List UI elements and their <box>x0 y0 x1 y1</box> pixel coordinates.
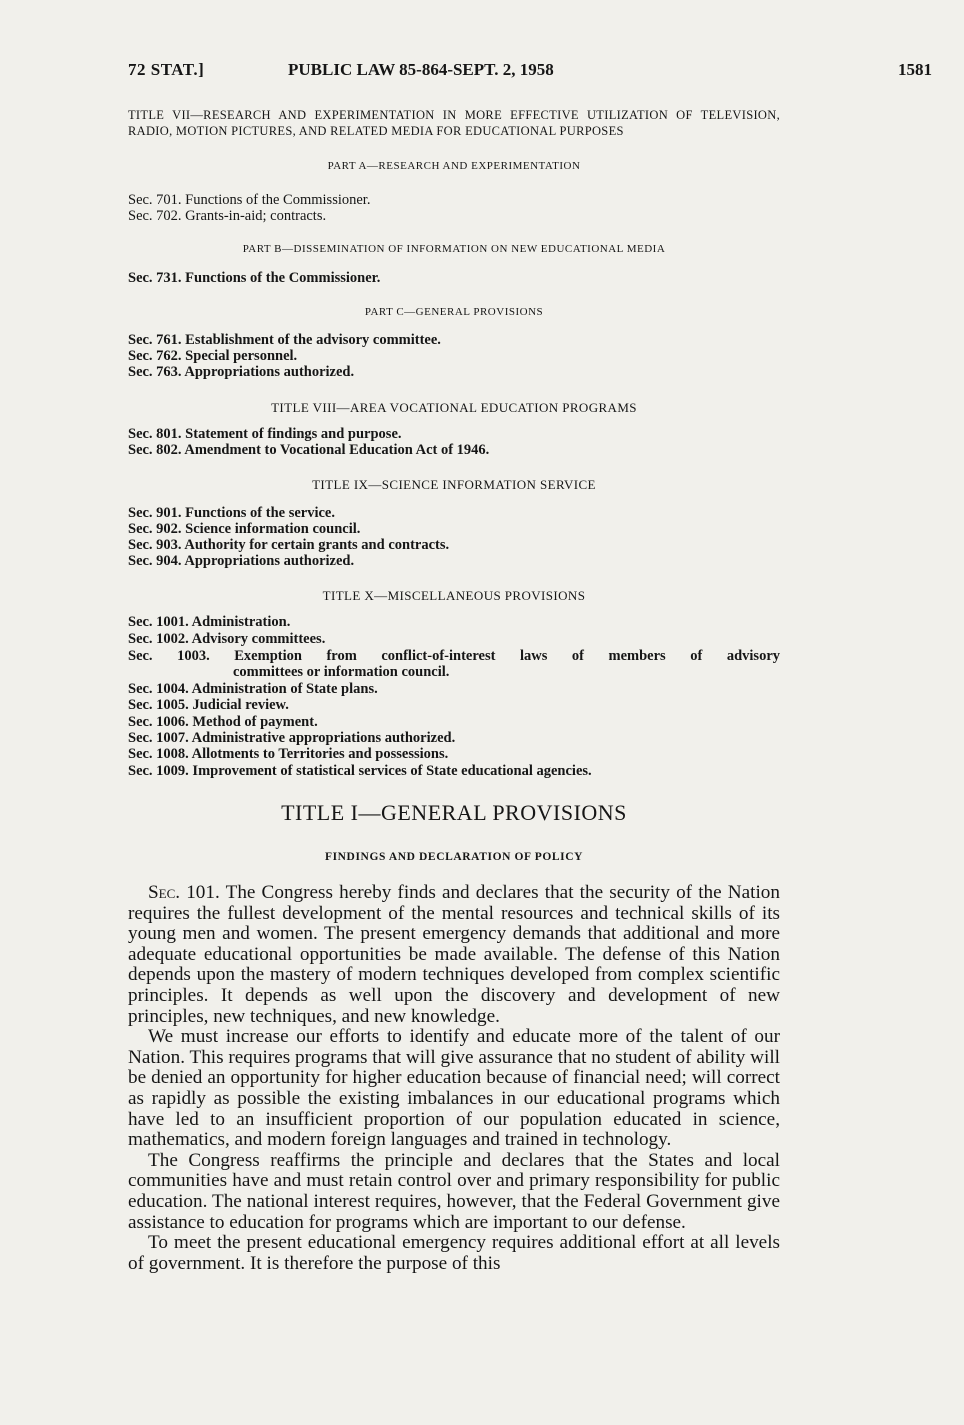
toc-entry: Sec. 701. Functions of the Commissioner. <box>128 192 371 208</box>
toc-entry-continuation: committees or information council. <box>233 664 450 680</box>
section-label: Sec. 101. <box>148 882 220 903</box>
part-c-heading: PART C—GENERAL PROVISIONS <box>364 306 544 318</box>
paragraph: To meet the present educational emergency requires additional effort at all levels of government. It is therefore the purpose of this <box>128 1232 780 1274</box>
toc-entry: Sec. 1001. Administration. <box>128 614 291 630</box>
page-number: 1581 <box>898 60 932 79</box>
running-head: PUBLIC LAW 85-864-SEPT. 2, 1958 <box>288 60 554 79</box>
paragraph-text: The Congress hereby finds and declares that the security of the Nation requires the fullest development of the mental resources and technical skills of its young men and women. The present emergency demands that additional and more adequate educational opportunities be made available. The defense of this Nation depends upon the mastery of modern techniques developed from complex scientific principles. It depends as well upon the discovery and development of new principles, new techniques, and new knowledge. <box>128 882 780 1027</box>
toc-entry: Sec. 761. Establishment of the advisory committee. <box>128 332 441 348</box>
toc-entry: Sec. 904. Appropriations authorized. <box>128 553 355 569</box>
title-i-heading: TITLE I—GENERAL PROVISIONS <box>281 800 627 825</box>
toc-entry: Sec. 731. Functions of the Commissioner. <box>128 270 381 286</box>
title-vii-heading: TITLE VII—RESEARCH AND EXPERIMENTATION IN MORE EFFECTIVE UTILIZATION OF TELEVISION, RADIO, MOTION PICTURES, AND RELATED MEDIA FOR EDUCATIONAL PURPOSES <box>128 108 780 138</box>
title-viii-heading: TITLE VIII—AREA VOCATIONAL EDUCATION PROGRAMS <box>271 400 637 415</box>
paragraph: The Congress reaffirms the principle and declares that the States and local communities have and must retain control over and primary responsibility for public education. The national interest requires, however, that the Federal Government give assistance to education for programs which are important to our defense. <box>128 1149 780 1233</box>
toc-entry: Sec. 1005. Judicial review. <box>128 697 289 713</box>
toc-entry: Sec. 763. Appropriations authorized. <box>128 364 355 380</box>
paragraph: We must increase our efforts to identify and educate more of the talent of our Nation. This requires programs that will give assurance that no student of ability will be denied an opportunity for higher education because of financial need; will correct as rapidly as possible the existing imbalances in our educational programs which have led to an insufficient proportion of our population educated in science, mathematics, and modern foreign languages and trained in technology. <box>128 1026 780 1151</box>
toc-entry: Sec. 801. Statement of findings and purpose. <box>128 426 402 442</box>
toc-entry: Sec. 1007. Administrative appropriations authorized. <box>128 730 456 746</box>
toc-entry: Sec. 901. Functions of the service. <box>128 505 335 521</box>
toc-entry: Sec. 903. Authority for certain grants and contracts. <box>128 537 450 553</box>
toc-entry: Sec. 1006. Method of payment. <box>128 714 318 730</box>
part-a-heading: PART A—RESEARCH AND EXPERIMENTATION <box>327 160 581 172</box>
paragraph <box>128 883 780 1027</box>
statute-citation: 72 STAT.] <box>128 60 205 79</box>
toc-entry: Sec. 1002. Advisory committees. <box>128 631 326 647</box>
toc-entry: Sec. 702. Grants-in-aid; contracts. <box>128 208 327 224</box>
toc-entry: Sec. 1008. Allotments to Territories and possessions. <box>128 746 449 762</box>
title-ix-heading: TITLE IX—SCIENCE INFORMATION SERVICE <box>312 477 596 492</box>
title-x-heading: TITLE X—MISCELLANEOUS PROVISIONS <box>322 588 586 603</box>
toc-entry: Sec. 1003. Exemption from conflict-of-interest laws of members of advisory <box>128 648 780 664</box>
body-text <box>128 883 780 1274</box>
toc-entry: Sec. 1004. Administration of State plans. <box>128 681 378 697</box>
toc-entry: Sec. 1009. Improvement of statistical services of State educational agencies. <box>128 763 592 779</box>
toc-entry: Sec. 802. Amendment to Vocational Education Act of 1946. <box>128 442 490 458</box>
toc-entry: Sec. 762. Special personnel. <box>128 348 298 364</box>
part-b-heading: PART B—DISSEMINATION OF INFORMATION ON NEW EDUCATIONAL MEDIA <box>242 243 666 255</box>
toc-entry: Sec. 902. Science information council. <box>128 521 361 537</box>
findings-subheading: FINDINGS AND DECLARATION OF POLICY <box>324 851 584 863</box>
